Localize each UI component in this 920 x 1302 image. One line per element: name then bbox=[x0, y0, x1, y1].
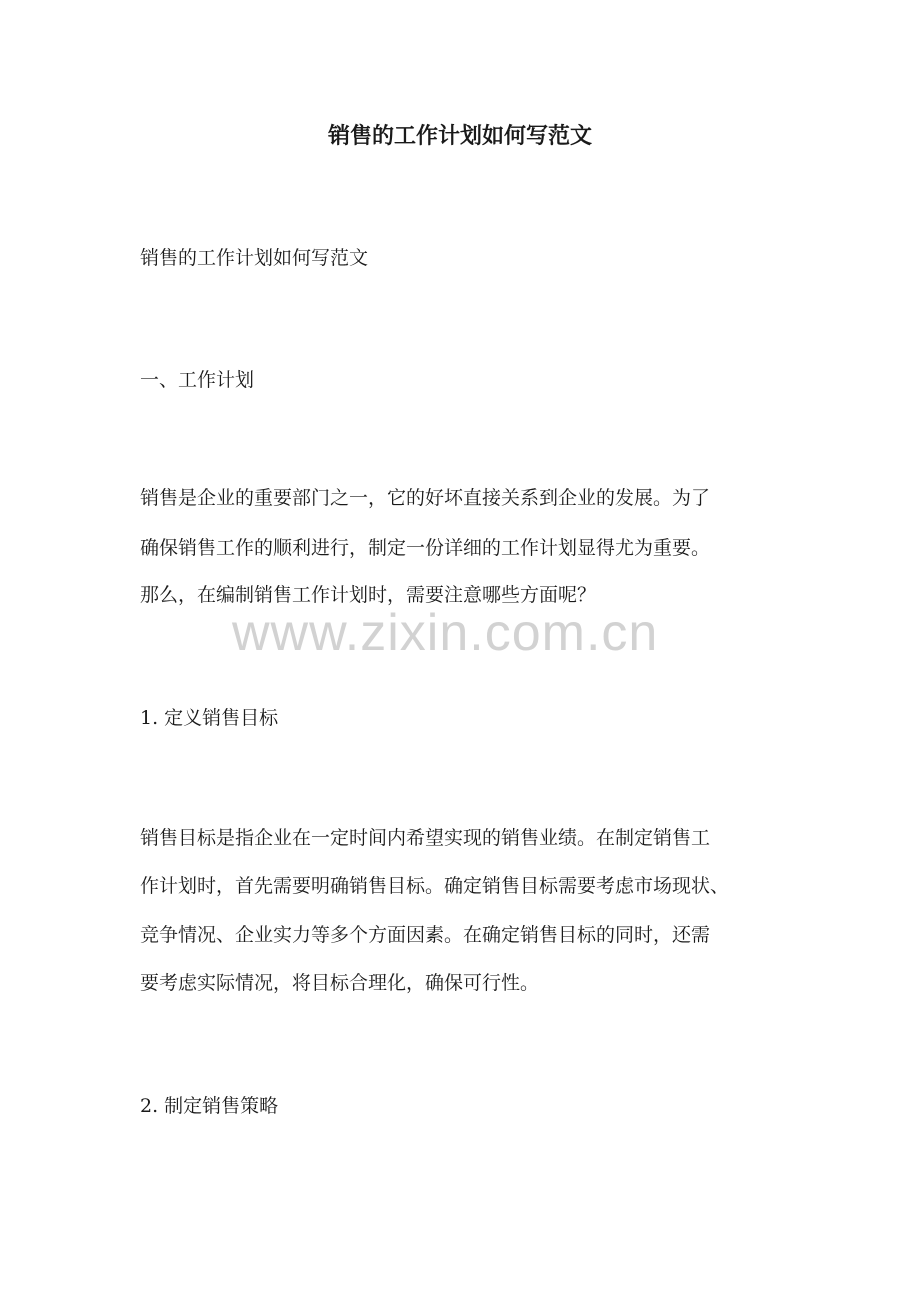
paragraph-line: 销售目标是指企业在一定时间内希望实现的销售业绩。在制定销售工 bbox=[140, 827, 711, 849]
item1-heading: 1. 定义销售目标 bbox=[140, 707, 279, 729]
paragraph-line: 要考虑实际情况，将目标合理化，确保可行性。 bbox=[140, 972, 540, 994]
paragraph-line: 确保销售工作的顺利进行，制定一份详细的工作计划显得尤为重要。 bbox=[140, 537, 711, 559]
document-title: 销售的工作计划如何写范文 bbox=[327, 123, 592, 149]
document-subtitle: 销售的工作计划如何写范文 bbox=[140, 247, 369, 269]
section-heading: 一、工作计划 bbox=[140, 369, 255, 391]
paragraph-line: 销售是企业的重要部门之一，它的好坏直接关系到企业的发展。为了 bbox=[140, 487, 711, 509]
watermark: www.zixin.com.cn bbox=[232, 604, 659, 662]
paragraph-line: 作计划时，首先需要明确销售目标。确定销售目标需要考虑市场现状、 bbox=[140, 875, 730, 897]
paragraph-line: 那么，在编制销售工作计划时，需要注意哪些方面呢？ bbox=[140, 584, 597, 606]
paragraph-line: 竞争情况、企业实力等多个方面因素。在确定销售目标的同时，还需 bbox=[140, 924, 711, 946]
item2-heading: 2. 制定销售策略 bbox=[140, 1095, 279, 1117]
